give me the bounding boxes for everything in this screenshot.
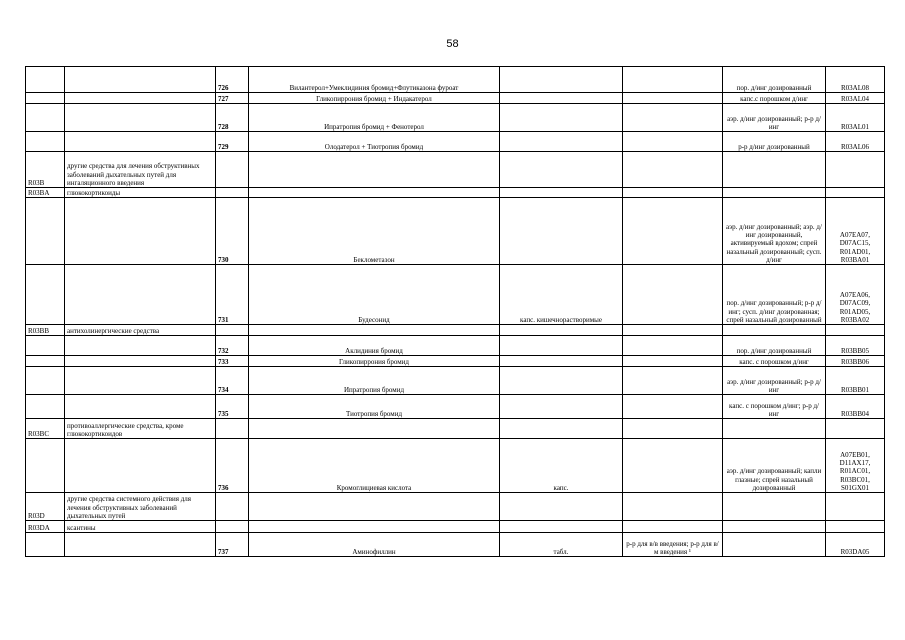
atc-group-code-cell	[26, 67, 65, 93]
dosage-form-cell	[623, 93, 723, 104]
dosage-form-cell	[623, 67, 723, 93]
dosage-form-cell: аэр. д/инг дозированный; капли глазные; спрей назальный дозированный	[723, 439, 826, 493]
dosage-form-cell	[623, 198, 723, 265]
dosage-form-cell	[623, 395, 723, 419]
drug-name-cell	[249, 419, 500, 439]
drug-name-cell: Ипратропия бромид	[249, 367, 500, 395]
atc-group-name-cell: другие средства для лечения обструктивных заболеваний дыхательных путей для ингаляционного введения	[65, 152, 216, 188]
table-row	[26, 152, 885, 188]
table-row	[26, 104, 885, 132]
dosage-form-cell	[623, 521, 723, 533]
drug-name-cell	[249, 325, 500, 336]
dosage-form-cell: капс.	[500, 439, 623, 493]
table-row	[26, 188, 885, 198]
atc-code-cell: R03AL08	[826, 67, 885, 93]
row-number-cell	[216, 521, 249, 533]
atc-code-cell: A07EA07, D07AC15, R01AD01, R03BA01	[826, 198, 885, 265]
atc-code-cell: R03AL01	[826, 104, 885, 132]
dosage-form-cell	[723, 152, 826, 188]
atc-group-name-cell	[65, 395, 216, 419]
drug-name-cell: Беклометазон	[249, 198, 500, 265]
atc-group-name-cell	[65, 356, 216, 367]
table-row	[26, 439, 885, 493]
dosage-form-cell	[623, 439, 723, 493]
drug-name-cell	[249, 188, 500, 198]
table-row	[26, 419, 885, 439]
atc-code-cell: R03BB01	[826, 367, 885, 395]
atc-group-name-cell	[65, 533, 216, 557]
dosage-form-cell	[623, 336, 723, 356]
table-row	[26, 198, 885, 265]
table-row	[26, 325, 885, 336]
dosage-form-cell	[500, 67, 623, 93]
dosage-form-cell	[500, 419, 623, 439]
atc-group-code-cell	[26, 265, 65, 325]
row-number-cell: 730	[216, 198, 249, 265]
table-row	[26, 356, 885, 367]
drug-name-cell	[249, 493, 500, 521]
atc-group-code-cell	[26, 132, 65, 152]
dosage-form-cell	[623, 132, 723, 152]
row-number-cell: 733	[216, 356, 249, 367]
table-row	[26, 367, 885, 395]
dosage-form-cell	[723, 325, 826, 336]
atc-group-code-cell	[26, 533, 65, 557]
dosage-form-cell	[500, 336, 623, 356]
atc-group-name-cell	[65, 265, 216, 325]
row-number-cell: 734	[216, 367, 249, 395]
atc-code-cell	[826, 325, 885, 336]
row-number-cell	[216, 188, 249, 198]
dosage-form-cell	[623, 356, 723, 367]
atc-group-code-cell: R03D	[26, 493, 65, 521]
atc-group-code-cell	[26, 336, 65, 356]
atc-code-cell: A07EA06, D07AC09, R01AD05, R03BA02	[826, 265, 885, 325]
drug-name-cell: Вилантерол+Умеклидиния бромид+Флутиказона фуроат	[249, 67, 500, 93]
atc-code-cell: R03BB06	[826, 356, 885, 367]
atc-group-name-cell	[65, 367, 216, 395]
row-number-cell	[216, 152, 249, 188]
atc-code-cell	[826, 152, 885, 188]
atc-group-name-cell	[65, 104, 216, 132]
dosage-form-cell: р-р д/инг дозированный	[723, 132, 826, 152]
atc-code-cell: R03AL06	[826, 132, 885, 152]
dosage-form-cell	[500, 104, 623, 132]
row-number-cell: 736	[216, 439, 249, 493]
drug-name-cell: Тиотропия бромид	[249, 395, 500, 419]
drug-name-cell: Гликопиррония бромид	[249, 356, 500, 367]
atc-code-cell	[826, 493, 885, 521]
dosage-form-cell	[623, 419, 723, 439]
atc-group-code-cell: R03BC	[26, 419, 65, 439]
row-number-cell	[216, 493, 249, 521]
row-number-cell: 726	[216, 67, 249, 93]
dosage-form-cell: р-р для в/в введения; р-р для в/м введения ¹	[623, 533, 723, 557]
atc-group-name-cell: антихолинергические средства	[65, 325, 216, 336]
atc-group-code-cell: R03B	[26, 152, 65, 188]
atc-code-cell: R03DA05	[826, 533, 885, 557]
drug-name-cell	[249, 521, 500, 533]
dosage-form-cell	[723, 533, 826, 557]
atc-group-name-cell	[65, 132, 216, 152]
drug-list-table	[25, 66, 885, 557]
table-row	[26, 132, 885, 152]
dosage-form-cell	[500, 367, 623, 395]
row-number-cell	[216, 419, 249, 439]
table-row	[26, 395, 885, 419]
table-row	[26, 265, 885, 325]
atc-group-code-cell: R03BB	[26, 325, 65, 336]
table-row	[26, 533, 885, 557]
atc-group-code-cell	[26, 395, 65, 419]
dosage-form-cell	[500, 93, 623, 104]
dosage-form-cell	[623, 104, 723, 132]
row-number-cell: 727	[216, 93, 249, 104]
dosage-form-cell	[500, 493, 623, 521]
atc-code-cell	[826, 521, 885, 533]
row-number-cell: 732	[216, 336, 249, 356]
row-number-cell: 735	[216, 395, 249, 419]
drug-name-cell: Аминофиллин	[249, 533, 500, 557]
dosage-form-cell: аэр. д/инг дозированный; аэр. д/инг дозированный, активируемый вдохом; спрей назальный дозированный; сусп. д/инг	[723, 198, 826, 265]
row-number-cell: 729	[216, 132, 249, 152]
dosage-form-cell	[623, 188, 723, 198]
row-number-cell	[216, 325, 249, 336]
dosage-form-cell	[500, 132, 623, 152]
dosage-form-cell: капс.с порошком д/инг	[723, 93, 826, 104]
atc-group-code-cell: R03DA	[26, 521, 65, 533]
dosage-form-cell	[500, 356, 623, 367]
table-row	[26, 336, 885, 356]
dosage-form-cell	[500, 188, 623, 198]
dosage-form-cell	[723, 521, 826, 533]
table-row	[26, 67, 885, 93]
row-number-cell: 737	[216, 533, 249, 557]
drug-name-cell: Олодатерол + Тиотропия бромид	[249, 132, 500, 152]
dosage-form-cell	[623, 367, 723, 395]
dosage-form-cell	[623, 325, 723, 336]
atc-code-cell: R03BB04	[826, 395, 885, 419]
dosage-form-cell: аэр. д/инг дозированный; р-р д/инг	[723, 367, 826, 395]
atc-group-name-cell: другие средства системного действия для лечения обструктивных заболеваний дыхательных путей	[65, 493, 216, 521]
table-body	[26, 67, 885, 557]
dosage-form-cell	[623, 152, 723, 188]
atc-group-code-cell: R03BA	[26, 188, 65, 198]
drug-name-cell: Гликопиррония бромид + Индакатерол	[249, 93, 500, 104]
dosage-form-cell	[500, 152, 623, 188]
dosage-form-cell: табл.	[500, 533, 623, 557]
atc-code-cell: R03BB05	[826, 336, 885, 356]
dosage-form-cell	[500, 198, 623, 265]
atc-group-code-cell	[26, 104, 65, 132]
drug-name-cell: Кромоглициевая кислота	[249, 439, 500, 493]
drug-name-cell: Ипратропия бромид + Фенотерол	[249, 104, 500, 132]
table-row	[26, 493, 885, 521]
dosage-form-cell	[723, 493, 826, 521]
dosage-form-cell	[723, 419, 826, 439]
atc-group-code-cell	[26, 439, 65, 493]
dosage-form-cell: пор. д/инг дозированный	[723, 336, 826, 356]
dosage-form-cell: капс. кишечнорастворимые	[500, 265, 623, 325]
atc-code-cell	[826, 419, 885, 439]
drug-name-cell: Будесонид	[249, 265, 500, 325]
row-number-cell: 731	[216, 265, 249, 325]
atc-group-name-cell: ксантины	[65, 521, 216, 533]
atc-group-name-cell	[65, 198, 216, 265]
atc-group-code-cell	[26, 198, 65, 265]
atc-group-name-cell	[65, 336, 216, 356]
dosage-form-cell	[500, 325, 623, 336]
atc-group-name-cell: противоаллергические средства, кроме глюкокортикоидов	[65, 419, 216, 439]
dosage-form-cell: аэр. д/инг дозированный; р-р д/инг	[723, 104, 826, 132]
atc-group-code-cell	[26, 367, 65, 395]
drug-name-cell: Аклидиния бромид	[249, 336, 500, 356]
dosage-form-cell	[500, 521, 623, 533]
atc-group-name-cell: глюкокортикоиды	[65, 188, 216, 198]
atc-group-name-cell	[65, 439, 216, 493]
atc-group-name-cell	[65, 67, 216, 93]
atc-group-name-cell	[65, 93, 216, 104]
dosage-form-cell	[623, 493, 723, 521]
table-row	[26, 93, 885, 104]
atc-group-code-cell	[26, 356, 65, 367]
atc-code-cell: A07EB01, D11AX17, R01AC01, R03BC01, S01GX01	[826, 439, 885, 493]
dosage-form-cell	[500, 395, 623, 419]
dosage-form-cell: пор. д/инг дозированный	[723, 67, 826, 93]
atc-code-cell: R03AL04	[826, 93, 885, 104]
atc-group-code-cell	[26, 93, 65, 104]
page-number: 58	[446, 38, 459, 50]
drug-name-cell	[249, 152, 500, 188]
dosage-form-cell	[723, 188, 826, 198]
dosage-form-cell: капс. с порошком д/инг	[723, 356, 826, 367]
atc-code-cell	[826, 188, 885, 198]
table-row	[26, 521, 885, 533]
dosage-form-cell: пор. д/инг дозированный; р-р д/инг; сусп. д/инг дозированная; спрей назальный дозированный	[723, 265, 826, 325]
dosage-form-cell: капс. с порошком д/инг; р-р д/инг	[723, 395, 826, 419]
row-number-cell: 728	[216, 104, 249, 132]
dosage-form-cell	[623, 265, 723, 325]
